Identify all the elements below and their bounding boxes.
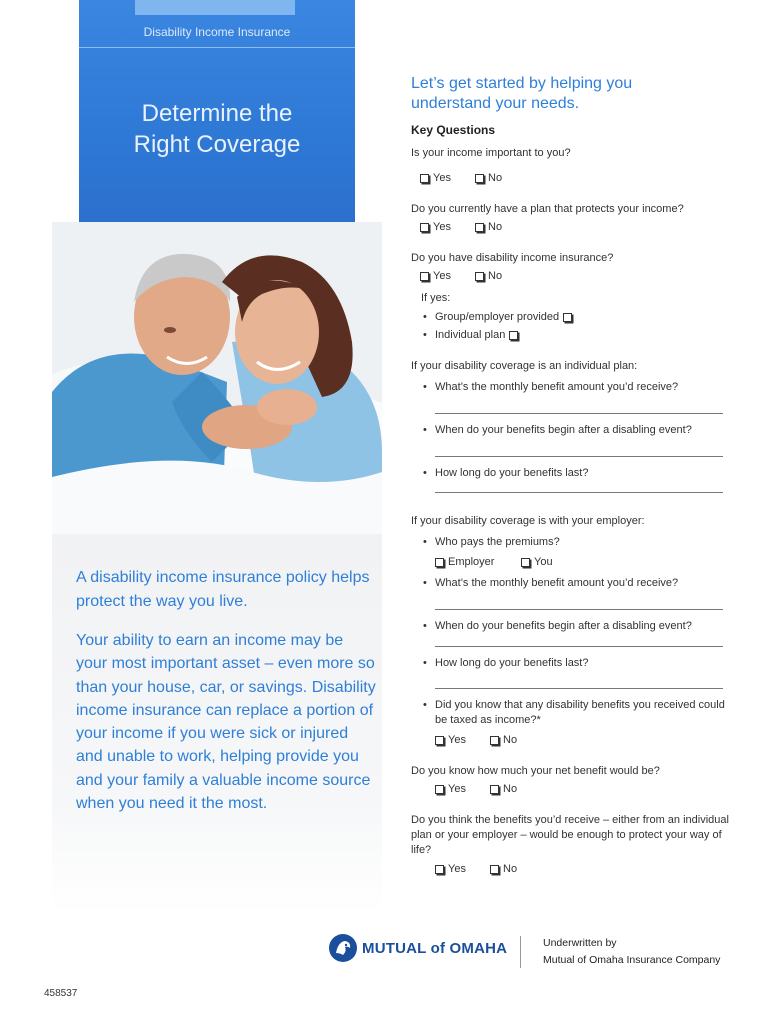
intro-text: Your ability to earn an income may be your most important asset – even more so than your house, car, or savings. Disability income insurance can replace a portion of your income if you were sick or injured and unable to work, helping provide you and your family a valuable income source when you need it the most. <box>76 632 376 813</box>
option-label: No <box>488 221 503 233</box>
q2-no-checkbox[interactable] <box>475 221 502 233</box>
if-yes-label: If yes: <box>421 292 451 304</box>
checkbox-icon <box>420 272 429 281</box>
answer-line[interactable] <box>435 456 723 457</box>
page-title <box>79 98 355 160</box>
taxed-no-checkbox[interactable] <box>490 734 517 746</box>
brochure-label: Disability Income Insurance <box>143 25 291 39</box>
answer-line[interactable] <box>435 413 723 414</box>
title-panel-tab <box>135 0 295 15</box>
underwriter-company: Mutual of Omaha Insurance Company <box>543 954 721 966</box>
question-income-important: Is your income important to you? <box>411 147 571 159</box>
checkbox-icon <box>435 736 444 745</box>
checkbox-icon <box>475 174 484 183</box>
footer-divider <box>520 936 521 968</box>
individual-benefits-begin: • When do your benefits begin after a disabling event? <box>435 423 692 438</box>
checkbox-icon <box>490 736 499 745</box>
question-individual-plan: If your disability coverage is an individual plan: <box>411 360 638 372</box>
who-pays-premiums: • Who pays the premiums? <box>435 535 560 550</box>
divider <box>79 47 355 48</box>
taxed-yes-checkbox[interactable] <box>435 734 466 746</box>
question-net-benefit: Do you know how much your net benefit would be? <box>411 765 660 777</box>
key-questions-heading: Key Questions <box>411 123 496 137</box>
checkbox-icon <box>475 223 484 232</box>
option-label: Yes <box>448 734 466 746</box>
question-has-disability-insurance: Do you have disability income insurance? <box>411 252 614 264</box>
option-label: Yes <box>448 863 466 875</box>
answer-line[interactable] <box>435 492 723 493</box>
enough-yes-checkbox[interactable] <box>435 863 466 875</box>
option-label: • Group/employer provided <box>435 311 560 323</box>
employer-checkbox[interactable] <box>435 556 494 568</box>
checkbox-icon <box>420 223 429 232</box>
option-label: No <box>503 734 518 746</box>
individual-benefits-last: • How long do your benefits last? <box>435 466 588 481</box>
answer-line[interactable] <box>435 646 723 647</box>
checkbox-icon <box>475 272 484 281</box>
employer-benefits-begin: • When do your benefits begin after a disabling event? <box>435 619 692 634</box>
net-yes-checkbox[interactable] <box>435 783 466 795</box>
answer-line[interactable] <box>435 609 723 610</box>
mutual-of-omaha-logo <box>328 933 507 963</box>
question-income-plan: Do you currently have a plan that protects your income? <box>411 203 684 215</box>
couple-photo-illustration <box>52 222 382 534</box>
checkbox-icon <box>509 331 518 340</box>
q2-yes-checkbox[interactable] <box>420 221 451 233</box>
checkbox-icon <box>490 865 499 874</box>
option-label: Yes <box>433 270 451 282</box>
q3-yes-checkbox[interactable] <box>420 270 451 282</box>
benefits-taxed-question: • Did you know that any disability benefits you received could be taxed as income?* <box>435 698 725 728</box>
option-label: Yes <box>448 783 466 795</box>
question-employer-plan: If your disability coverage is with your employer: <box>411 515 645 527</box>
question-enough-benefits: Do you think the benefits you’d receive – either from an individual plan or your employer – would be enough to protect your way of life? <box>411 814 729 856</box>
checkbox-icon <box>420 174 429 183</box>
individual-monthly-benefit: • What’s the monthly benefit amount you’d receive? <box>435 380 678 395</box>
answer-line[interactable] <box>435 688 723 689</box>
option-label: Yes <box>433 221 451 233</box>
option-label: Yes <box>433 172 451 184</box>
option-label: No <box>488 172 503 184</box>
enough-no-checkbox[interactable] <box>490 863 517 875</box>
option-label: No <box>503 783 518 795</box>
employer-monthly-benefit: • What’s the monthly benefit amount you’d receive? <box>435 576 678 591</box>
option-label: Employer <box>448 556 495 568</box>
q3-no-checkbox[interactable] <box>475 270 502 282</box>
option-label: No <box>503 863 518 875</box>
checkbox-icon <box>563 313 572 322</box>
individual-plan-checkbox[interactable] <box>435 328 518 343</box>
net-no-checkbox[interactable] <box>490 783 517 795</box>
couple-photo <box>52 222 382 534</box>
checkbox-icon <box>435 865 444 874</box>
you-checkbox[interactable] <box>521 556 553 568</box>
form-number: 458537 <box>44 988 78 999</box>
section-heading: Let’s get started by helping you understand your needs. <box>411 75 633 112</box>
checkbox-icon <box>490 785 499 794</box>
pull-quote: A disability income insurance policy helps protect the way you live. <box>76 569 370 610</box>
checkbox-icon <box>435 785 444 794</box>
page-title-line-1: Determine the <box>141 100 293 127</box>
option-label: You <box>534 556 553 568</box>
q1-no-checkbox[interactable] <box>475 172 502 184</box>
page-title-line-2: Right Coverage <box>133 131 301 158</box>
underwritten-by: Underwritten by <box>543 937 617 949</box>
logo-wordmark: MUTUAL of OMAHA <box>362 939 508 957</box>
underwriter-text <box>543 935 720 969</box>
lion-icon <box>328 933 358 963</box>
employer-benefits-last: • How long do your benefits last? <box>435 656 588 671</box>
q1-yes-checkbox[interactable] <box>420 172 451 184</box>
option-label: No <box>488 270 503 282</box>
checkbox-icon <box>435 558 444 567</box>
option-label: • Individual plan <box>435 329 506 341</box>
checkbox-icon <box>521 558 530 567</box>
group-provided-checkbox[interactable] <box>435 310 572 325</box>
